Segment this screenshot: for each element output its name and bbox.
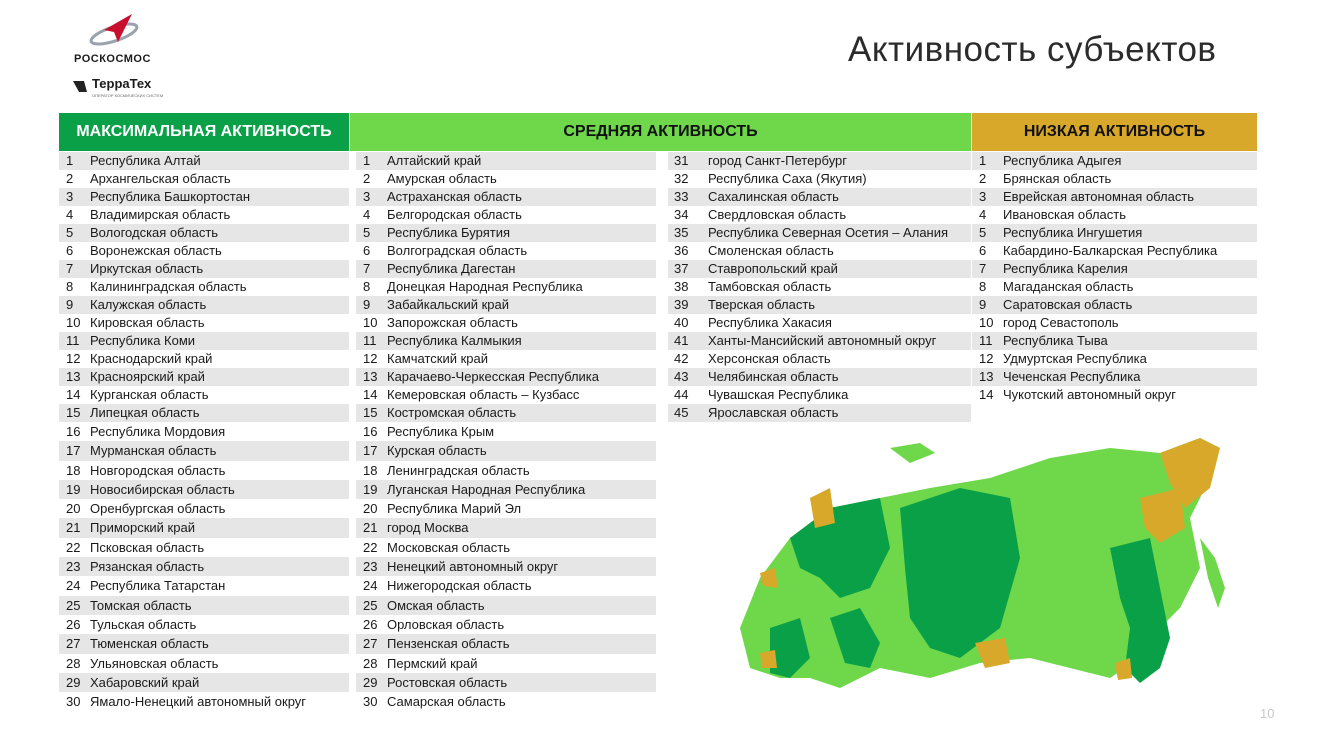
item-number: 15 bbox=[66, 405, 81, 420]
region-name: Ивановская область bbox=[1003, 207, 1126, 222]
list-item bbox=[356, 404, 656, 422]
region-name: Костромская область bbox=[387, 405, 517, 420]
item-number: 9 bbox=[66, 297, 74, 312]
list-item bbox=[972, 152, 1257, 170]
region-name: Ненецкий автономный округ bbox=[387, 559, 559, 575]
item-number: 1 bbox=[363, 153, 371, 168]
region-name: Чеченская Республика bbox=[1003, 369, 1141, 384]
region-name: Оренбургская область bbox=[90, 501, 226, 517]
item-number: 6 bbox=[363, 243, 371, 258]
list-item bbox=[59, 206, 349, 224]
region-name: Ямало-Ненецкий автономный округ bbox=[90, 694, 307, 710]
region-name: Чувашская Республика bbox=[708, 387, 849, 402]
region-name: Псковская область bbox=[90, 539, 205, 555]
region-name: Республика Дагестан bbox=[387, 261, 516, 276]
item-number: 4 bbox=[363, 207, 371, 222]
item-number: 7 bbox=[363, 261, 371, 276]
item-number: 35 bbox=[674, 225, 689, 240]
list-item bbox=[972, 350, 1257, 368]
region-name: Новгородская область bbox=[90, 462, 226, 478]
item-number: 8 bbox=[363, 279, 371, 294]
list-item bbox=[59, 386, 349, 404]
item-number: 36 bbox=[674, 243, 689, 258]
list-item bbox=[356, 518, 656, 537]
list-item bbox=[59, 152, 349, 170]
list-item bbox=[668, 224, 971, 242]
item-number: 5 bbox=[979, 225, 987, 240]
item-number: 2 bbox=[979, 171, 987, 186]
item-number: 14 bbox=[979, 387, 994, 402]
item-number: 28 bbox=[66, 655, 81, 671]
item-number: 12 bbox=[363, 351, 378, 366]
item-number: 21 bbox=[363, 520, 378, 536]
region-name: Республика Крым bbox=[387, 424, 495, 439]
header-low-activity: НИЗКАЯ АКТИВНОСТЬ bbox=[972, 113, 1257, 151]
low-activity-list bbox=[972, 152, 1257, 404]
list-item bbox=[59, 350, 349, 368]
item-number: 3 bbox=[979, 189, 987, 204]
item-number: 4 bbox=[979, 207, 987, 222]
region-name: Забайкальский край bbox=[387, 297, 510, 312]
list-item bbox=[59, 692, 349, 711]
list-item bbox=[356, 152, 656, 170]
list-item bbox=[356, 386, 656, 404]
list-item bbox=[972, 296, 1257, 314]
item-number: 5 bbox=[363, 225, 371, 240]
list-item bbox=[972, 188, 1257, 206]
region-name: Удмуртская Республика bbox=[1003, 351, 1147, 366]
region-name: Республика Мордовия bbox=[90, 424, 226, 439]
item-number: 8 bbox=[66, 279, 74, 294]
list-item bbox=[356, 422, 656, 441]
list-item bbox=[59, 538, 349, 557]
item-number: 30 bbox=[66, 694, 81, 710]
list-item bbox=[59, 332, 349, 350]
region-name: Республика Тыва bbox=[1003, 333, 1108, 348]
region-name: Республика Алтай bbox=[90, 153, 201, 168]
item-number: 42 bbox=[674, 351, 689, 366]
logo-block bbox=[66, 12, 166, 102]
region-name: Республика Адыгея bbox=[1003, 153, 1122, 168]
item-number: 29 bbox=[66, 674, 81, 690]
region-name: Республика Бурятия bbox=[387, 225, 511, 240]
list-item bbox=[59, 188, 349, 206]
list-item bbox=[356, 314, 656, 332]
list-item bbox=[668, 368, 971, 386]
region-name: Тверская область bbox=[708, 297, 816, 312]
region-name: Карачаево-Черкесская Республика bbox=[387, 369, 599, 384]
list-item bbox=[59, 576, 349, 595]
item-number: 20 bbox=[363, 501, 378, 517]
region-name: Кемеровская область – Кузбасс bbox=[387, 387, 580, 402]
item-number: 33 bbox=[674, 189, 689, 204]
list-item bbox=[59, 461, 349, 480]
region-name: Орловская область bbox=[387, 616, 505, 632]
roscosmos-logo-icon bbox=[88, 12, 144, 52]
list-item bbox=[356, 480, 656, 499]
list-item bbox=[356, 634, 656, 653]
terratech-wordmark: ТерраТех bbox=[92, 76, 152, 91]
region-name: Тюменская область bbox=[90, 636, 209, 652]
region-name: Чукотский автономный округ bbox=[1003, 387, 1176, 402]
region-name: Тамбовская область bbox=[708, 279, 832, 294]
region-name: Калужская область bbox=[90, 297, 207, 312]
list-item bbox=[356, 224, 656, 242]
list-item bbox=[356, 242, 656, 260]
list-item bbox=[356, 170, 656, 188]
list-item bbox=[668, 242, 971, 260]
item-number: 45 bbox=[674, 405, 689, 420]
item-number: 15 bbox=[363, 405, 378, 420]
item-number: 21 bbox=[66, 520, 81, 536]
region-name: Магаданская область bbox=[1003, 279, 1134, 294]
item-number: 13 bbox=[66, 369, 81, 384]
list-item bbox=[59, 615, 349, 634]
region-name: Вологодская область bbox=[90, 225, 219, 240]
region-name: Амурская область bbox=[387, 171, 497, 186]
list-item bbox=[356, 615, 656, 634]
list-item bbox=[59, 242, 349, 260]
item-number: 26 bbox=[66, 616, 81, 632]
item-number: 3 bbox=[363, 189, 371, 204]
item-number: 18 bbox=[66, 462, 81, 478]
item-number: 11 bbox=[979, 333, 993, 348]
list-item bbox=[668, 170, 971, 188]
item-number: 3 bbox=[66, 189, 74, 204]
region-name: Астраханская область bbox=[387, 189, 522, 204]
header-max-activity: МАКСИМАЛЬНАЯ АКТИВНОСТЬ bbox=[59, 113, 349, 151]
region-name: Еврейская автономная область bbox=[1003, 189, 1195, 204]
item-number: 9 bbox=[979, 297, 987, 312]
list-item bbox=[59, 480, 349, 499]
region-name: Ярославская область bbox=[708, 405, 839, 420]
list-item bbox=[356, 441, 656, 460]
item-number: 32 bbox=[674, 171, 689, 186]
item-number: 43 bbox=[674, 369, 689, 384]
region-name: Калининградская область bbox=[90, 279, 247, 294]
list-item bbox=[59, 654, 349, 673]
item-number: 12 bbox=[66, 351, 81, 366]
item-number: 4 bbox=[66, 207, 74, 222]
list-item bbox=[356, 538, 656, 557]
item-number: 16 bbox=[66, 424, 81, 439]
item-number: 44 bbox=[674, 387, 689, 402]
list-item bbox=[59, 224, 349, 242]
region-name: Краснодарский край bbox=[90, 351, 213, 366]
list-item bbox=[972, 332, 1257, 350]
item-number: 11 bbox=[363, 333, 377, 348]
page-title: Активность субъектов bbox=[848, 30, 1217, 69]
region-name: Хабаровский край bbox=[90, 674, 200, 690]
page-number: 10 bbox=[1260, 706, 1275, 721]
russia-activity-map bbox=[730, 428, 1250, 708]
list-item bbox=[356, 654, 656, 673]
list-item bbox=[59, 499, 349, 518]
region-name: Республика Ингушетия bbox=[1003, 225, 1143, 240]
list-item bbox=[972, 224, 1257, 242]
region-name: Республика Татарстан bbox=[90, 578, 226, 594]
region-name: Московская область bbox=[387, 539, 511, 555]
list-item bbox=[356, 596, 656, 615]
list-item bbox=[668, 278, 971, 296]
region-name: Белгородская область bbox=[387, 207, 522, 222]
list-item bbox=[668, 206, 971, 224]
item-number: 7 bbox=[66, 261, 74, 276]
list-item bbox=[59, 673, 349, 692]
region-name: Ставропольский край bbox=[708, 261, 838, 276]
list-item bbox=[356, 350, 656, 368]
list-item bbox=[59, 404, 349, 422]
item-number: 1 bbox=[979, 153, 987, 168]
region-name: Иркутская область bbox=[90, 261, 204, 276]
region-name: Красноярский край bbox=[90, 369, 205, 384]
list-item bbox=[356, 692, 656, 711]
list-item bbox=[972, 170, 1257, 188]
list-item bbox=[668, 296, 971, 314]
region-name: Мурманская область bbox=[90, 443, 217, 459]
list-item bbox=[59, 314, 349, 332]
list-item bbox=[59, 634, 349, 653]
item-number: 11 bbox=[66, 333, 80, 348]
item-number: 28 bbox=[363, 655, 378, 671]
list-item bbox=[668, 314, 971, 332]
list-item bbox=[356, 673, 656, 692]
region-name: Приморский край bbox=[90, 520, 195, 536]
item-number: 2 bbox=[363, 171, 371, 186]
list-item bbox=[356, 296, 656, 314]
list-item bbox=[59, 518, 349, 537]
region-name: Тульская область bbox=[90, 616, 197, 632]
list-item bbox=[59, 278, 349, 296]
region-name: Пензенская область bbox=[387, 636, 510, 652]
item-number: 10 bbox=[979, 315, 994, 330]
region-name: город Севастополь bbox=[1003, 315, 1119, 330]
list-item bbox=[59, 260, 349, 278]
item-number: 27 bbox=[66, 636, 81, 652]
region-name: Свердловская область bbox=[708, 207, 847, 222]
list-item bbox=[356, 557, 656, 576]
item-number: 34 bbox=[674, 207, 689, 222]
region-name: Алтайский край bbox=[387, 153, 482, 168]
region-name: Республика Коми bbox=[90, 333, 196, 348]
list-item bbox=[972, 386, 1257, 404]
item-number: 41 bbox=[674, 333, 689, 348]
region-name: Смоленская область bbox=[708, 243, 834, 258]
region-name: Камчатский край bbox=[387, 351, 488, 366]
item-number: 39 bbox=[674, 297, 689, 312]
region-name: Республика Карелия bbox=[1003, 261, 1128, 276]
region-name: Донецкая Народная Республика bbox=[387, 279, 583, 294]
item-number: 18 bbox=[363, 462, 378, 478]
list-item bbox=[356, 332, 656, 350]
item-number: 30 bbox=[363, 694, 378, 710]
list-item bbox=[356, 278, 656, 296]
region-name: Кировская область bbox=[90, 315, 205, 330]
region-name: Рязанская область bbox=[90, 559, 205, 575]
item-number: 10 bbox=[363, 315, 378, 330]
region-name: Нижегородская область bbox=[387, 578, 532, 594]
list-item bbox=[59, 170, 349, 188]
item-number: 14 bbox=[66, 387, 81, 402]
item-number: 2 bbox=[66, 171, 74, 186]
region-name: Архангельская область bbox=[90, 171, 231, 186]
item-number: 31 bbox=[674, 153, 689, 168]
item-number: 17 bbox=[363, 443, 378, 459]
list-item bbox=[972, 206, 1257, 224]
region-name: Новосибирская область bbox=[90, 481, 235, 497]
list-item bbox=[668, 404, 971, 422]
region-name: город Москва bbox=[387, 520, 469, 536]
region-name: Республика Марий Эл bbox=[387, 501, 522, 517]
list-item bbox=[668, 152, 971, 170]
item-number: 23 bbox=[363, 559, 378, 575]
item-number: 20 bbox=[66, 501, 81, 517]
item-number: 17 bbox=[66, 443, 81, 459]
terratech-logo-icon bbox=[72, 78, 88, 94]
item-number: 1 bbox=[66, 153, 74, 168]
terratech-tagline: ОПЕРАТОР КОСМИЧЕСКИХ СИСТЕМ bbox=[92, 93, 164, 98]
list-item bbox=[59, 422, 349, 441]
item-number: 26 bbox=[363, 616, 378, 632]
header-mid-activity: СРЕДНЯЯ АКТИВНОСТЬ bbox=[350, 113, 971, 151]
region-name: Омская область bbox=[387, 597, 485, 613]
region-name: Липецкая область bbox=[90, 405, 200, 420]
item-number: 24 bbox=[66, 578, 81, 594]
list-item bbox=[668, 188, 971, 206]
region-name: Республика Северная Осетия – Алания bbox=[708, 225, 949, 240]
list-item bbox=[356, 499, 656, 518]
item-number: 24 bbox=[363, 578, 378, 594]
list-item bbox=[356, 576, 656, 595]
item-number: 16 bbox=[363, 424, 378, 439]
region-name: Курская область bbox=[387, 443, 487, 459]
item-number: 5 bbox=[66, 225, 74, 240]
list-item bbox=[668, 260, 971, 278]
region-name: Саратовская область bbox=[1003, 297, 1133, 312]
list-item bbox=[972, 242, 1257, 260]
region-name: Республика Башкортостан bbox=[90, 189, 250, 204]
list-item bbox=[356, 188, 656, 206]
region-name: Томская область bbox=[90, 597, 192, 613]
region-name: Ростовская область bbox=[387, 674, 508, 690]
region-name: Самарская область bbox=[387, 694, 506, 710]
region-name: Ленинградская область bbox=[387, 462, 530, 478]
list-item bbox=[668, 350, 971, 368]
item-number: 37 bbox=[674, 261, 689, 276]
max-activity-list bbox=[59, 152, 349, 711]
region-name: Республика Саха (Якутия) bbox=[708, 171, 867, 186]
region-name: Брянская область bbox=[1003, 171, 1112, 186]
region-name: Республика Калмыкия bbox=[387, 333, 522, 348]
item-number: 25 bbox=[66, 597, 81, 613]
item-number: 29 bbox=[363, 674, 378, 690]
item-number: 10 bbox=[66, 315, 81, 330]
region-name: Сахалинская область bbox=[708, 189, 839, 204]
list-item bbox=[356, 206, 656, 224]
mid-activity-list-2 bbox=[668, 152, 971, 422]
region-name: Ульяновская область bbox=[90, 655, 219, 671]
list-item bbox=[59, 596, 349, 615]
region-name: Запорожская область bbox=[387, 315, 518, 330]
mid-activity-list-1 bbox=[356, 152, 656, 711]
list-item bbox=[356, 461, 656, 480]
region-name: Курганская область bbox=[90, 387, 209, 402]
region-name: Челябинская область bbox=[708, 369, 839, 384]
region-name: Пермский край bbox=[387, 655, 478, 671]
item-number: 19 bbox=[363, 481, 378, 497]
item-number: 22 bbox=[66, 539, 81, 555]
list-item bbox=[972, 368, 1257, 386]
item-number: 14 bbox=[363, 387, 378, 402]
list-item bbox=[668, 332, 971, 350]
item-number: 19 bbox=[66, 481, 81, 497]
roscosmos-wordmark: РОСКОСМОС bbox=[74, 53, 151, 65]
item-number: 6 bbox=[66, 243, 74, 258]
list-item bbox=[972, 278, 1257, 296]
region-name: Херсонская область bbox=[708, 351, 831, 366]
list-item bbox=[668, 386, 971, 404]
item-number: 13 bbox=[363, 369, 378, 384]
item-number: 25 bbox=[363, 597, 378, 613]
list-item bbox=[972, 260, 1257, 278]
item-number: 38 bbox=[674, 279, 689, 294]
region-name: Республика Хакасия bbox=[708, 315, 832, 330]
region-name: Луганская Народная Республика bbox=[387, 481, 586, 497]
item-number: 23 bbox=[66, 559, 81, 575]
list-item bbox=[356, 368, 656, 386]
item-number: 22 bbox=[363, 539, 378, 555]
item-number: 9 bbox=[363, 297, 371, 312]
list-item bbox=[59, 296, 349, 314]
item-number: 7 bbox=[979, 261, 987, 276]
list-item bbox=[972, 314, 1257, 332]
list-item bbox=[59, 441, 349, 460]
list-item bbox=[59, 368, 349, 386]
list-item bbox=[59, 557, 349, 576]
region-name: Владимирская область bbox=[90, 207, 231, 222]
region-name: Волгоградская область bbox=[387, 243, 528, 258]
item-number: 13 bbox=[979, 369, 994, 384]
region-name: Воронежская область bbox=[90, 243, 222, 258]
item-number: 40 bbox=[674, 315, 689, 330]
region-name: Кабардино-Балкарская Республика bbox=[1003, 243, 1218, 258]
item-number: 8 bbox=[979, 279, 987, 294]
item-number: 6 bbox=[979, 243, 987, 258]
region-name: город Санкт-Петербург bbox=[708, 153, 848, 168]
region-name: Ханты-Мансийский автономный округ bbox=[708, 333, 937, 348]
item-number: 12 bbox=[979, 351, 994, 366]
list-item bbox=[356, 260, 656, 278]
item-number: 27 bbox=[363, 636, 378, 652]
